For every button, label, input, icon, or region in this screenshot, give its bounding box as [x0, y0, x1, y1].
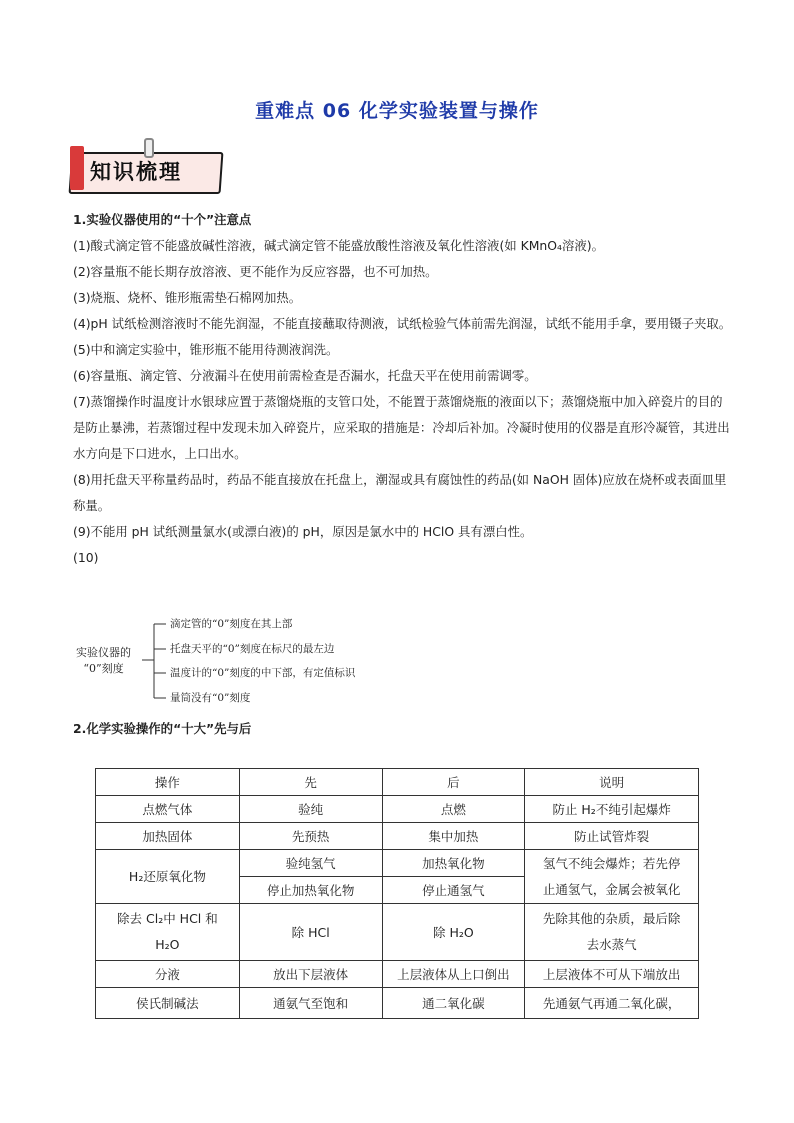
table-cell: 通氨气至饱和	[239, 988, 382, 1019]
table-cell: 除去 Cl₂中 HCl 和 H₂O	[96, 904, 240, 961]
table-cell: 集中加热	[382, 823, 525, 850]
table-row	[96, 904, 699, 961]
table-cell: 防止试管炸裂	[525, 823, 699, 850]
list-item: (5)中和滴定实验中，锥形瓶不能用待测液润洗。	[73, 342, 339, 357]
section-2	[73, 716, 733, 742]
table-header: 操作	[96, 769, 240, 796]
table-row	[96, 796, 699, 823]
diagram-branch: 滴定管的“0”刻度在其上部	[170, 618, 293, 630]
diagram-branch: 托盘天平的“0”刻度在标尺的最左边	[170, 643, 335, 655]
operations-table	[95, 768, 699, 1019]
table-cell: 先除其他的杂质，最后除 去水蒸气	[525, 904, 699, 961]
table-cell: H₂还原氧化物	[96, 850, 240, 904]
table-cell: 除 HCl	[239, 904, 382, 961]
list-item: (7)蒸馏操作时温度计水银球应置于蒸馏烧瓶的支管口处，不能置于蒸馏烧瓶的液面以下；蒸馏烧瓶中加入碎瓷片的目的是防止暴沸，若蒸馏过程中发现未加入碎瓷片，应采取的措施是：冷却后补加。冷凝时使用的仪器是直形冷凝管，其进出水方向是下口进水，上口出水。	[73, 394, 730, 461]
table-cell: 除 H₂O	[382, 904, 525, 961]
page-title: 重难点 06 化学实验装置与操作	[255, 100, 539, 122]
diagram-label: 实验仪器的 “0”刻度	[76, 646, 131, 675]
section-2-heading: 2.化学实验操作的“十大”先与后	[73, 721, 252, 736]
table-header: 说明	[525, 769, 699, 796]
table-cell: 先通氨气再通二氧化碳，	[525, 988, 699, 1019]
table-header: 后	[382, 769, 525, 796]
table-row	[96, 988, 699, 1019]
table-cell: 氢气不纯会爆炸；若先停 止通氢气，金属会被氧化	[525, 850, 699, 904]
badge-label: 知识梳理	[90, 159, 182, 184]
table-cell: 点燃	[382, 796, 525, 823]
list-item: (8)用托盘天平称量药品时，药品不能直接放在托盘上，潮湿或具有腐蚀性的药品(如 NaOH 固体)应放在烧杯或表面皿里称量。	[73, 472, 727, 513]
list-item: (10)	[73, 550, 99, 565]
table-cell: 分液	[96, 961, 240, 988]
table-cell: 侯氏制碱法	[96, 988, 240, 1019]
paperclip-icon	[144, 138, 154, 158]
table-header: 先	[239, 769, 382, 796]
table-row	[96, 823, 699, 850]
list-item: (3)烧瓶、烧杯、锥形瓶需垫石棉网加热。	[73, 290, 302, 305]
table-cell: 通二氧化碳	[382, 988, 525, 1019]
section-1	[73, 207, 733, 571]
table-cell: 上层液体从上口倒出	[382, 961, 525, 988]
table-cell: 停止加热氧化物	[239, 877, 382, 904]
table-cell: 验纯氢气	[239, 850, 382, 877]
section-1-heading: 1.实验仪器使用的“十个”注意点	[73, 212, 252, 227]
table-cell: 上层液体不可从下端放出	[525, 961, 699, 988]
table-cell: 先预热	[239, 823, 382, 850]
list-item: (4)pH 试纸检测溶液时不能先润湿，不能直接蘸取待测液，试纸检验气体前需先润湿，试纸不能用手拿，要用镊子夹取。	[73, 316, 732, 331]
table-row	[96, 850, 699, 877]
table-cell: 验纯	[239, 796, 382, 823]
diagram-branch: 温度计的“0”刻度的中下部，有定值标识	[170, 667, 356, 679]
list-item: (1)酸式滴定管不能盛放碱性溶液，碱式滴定管不能盛放酸性溶液及氧化性溶液(如 KMnO₄溶液)。	[73, 238, 604, 253]
list-item: (9)不能用 pH 试纸测量氯水(或漂白液)的 pH，原因是氯水中的 HClO 具有漂白性。	[73, 524, 533, 539]
table-row	[96, 961, 699, 988]
list-item: (2)容量瓶不能长期存放溶液、更不能作为反应容器，也不可加热。	[73, 264, 438, 279]
zero-scale-diagram	[70, 612, 400, 708]
table-cell: 加热固体	[96, 823, 240, 850]
table-cell: 放出下层液体	[239, 961, 382, 988]
section-badge	[70, 146, 220, 190]
table-cell: 点燃气体	[96, 796, 240, 823]
diagram-branch: 量筒没有“0”刻度	[170, 692, 251, 704]
list-item: (6)容量瓶、滴定管、分液漏斗在使用前需检查是否漏水，托盘天平在使用前需调零。	[73, 368, 537, 383]
table-header-row	[96, 769, 699, 796]
table-cell: 加热氧化物	[382, 850, 525, 877]
table-cell: 停止通氢气	[382, 877, 525, 904]
table-cell: 防止 H₂不纯引起爆炸	[525, 796, 699, 823]
